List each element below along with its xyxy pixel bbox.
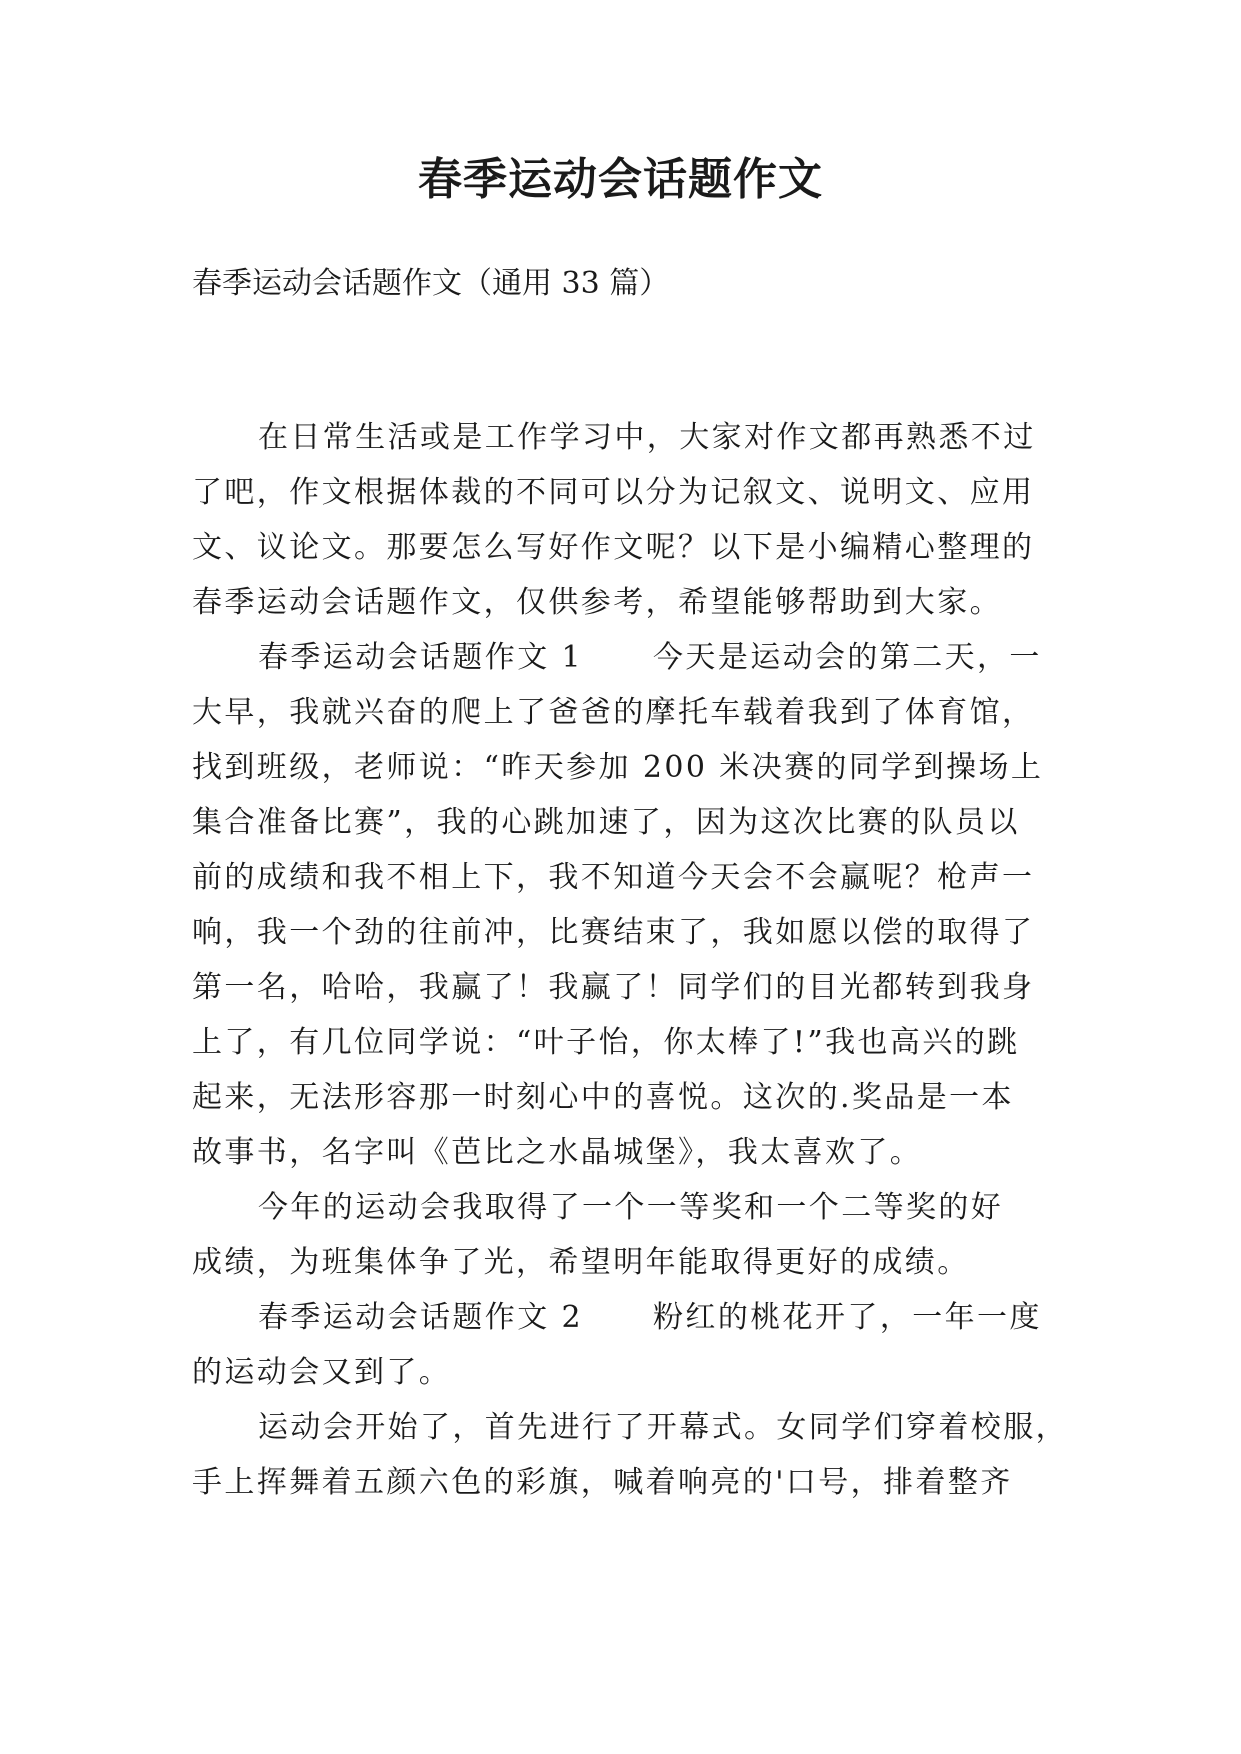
body-line-text: 大早，我就兴奋的爬上了爸爸的摩托车载着我到了体育馆， <box>192 695 1035 730</box>
body-line-text: 今天是运动会的第二天，一 <box>653 640 1042 675</box>
body-line <box>192 1125 1072 1180</box>
body-line <box>192 1180 1072 1235</box>
section-heading: 春季运动会话题作文 1 <box>258 640 584 675</box>
body-line-text: 手上挥舞着五颜六色的彩旗，喊着响亮的'口号，排着整齐 <box>192 1465 1013 1500</box>
body-line-text: 今年的运动会我取得了一个一等奖和一个二等奖的好 <box>258 1190 1004 1225</box>
body-line <box>192 520 1072 575</box>
body-line <box>192 1455 1072 1510</box>
body-line <box>192 685 1072 740</box>
body-line <box>192 1400 1072 1455</box>
body-line-text: 找到班级，老师说：“昨天参加 200 米决赛的同学到操场上 <box>192 750 1044 785</box>
body-line-text: 在日常生活或是工作学习中，大家对作文都再熟悉不过 <box>258 420 1036 455</box>
body-line-text: 上了，有几位同学说：“叶子怡，你太棒了!”我也高兴的跳 <box>192 1025 1020 1060</box>
document-subtitle: 春季运动会话题作文（通用 33 篇） <box>192 266 670 301</box>
body-line <box>192 1345 1072 1400</box>
body-line-text: 起来，无法形容那一时刻心中的喜悦。这次的.奖品是一本 <box>192 1080 1014 1115</box>
body-line <box>192 905 1072 960</box>
body-line-text: 第一名，哈哈，我赢了！我赢了！同学们的目光都转到我身 <box>192 970 1035 1005</box>
body-line <box>192 465 1072 520</box>
body-line-text: 了吧，作文根据体裁的不同可以分为记叙文、说明文、应用 <box>192 475 1035 510</box>
document-title: 春季运动会话题作文 <box>418 154 823 205</box>
body-line <box>192 575 1072 630</box>
body-line-text: 文、议论文。那要怎么写好作文呢？以下是小编精心整理的 <box>192 530 1035 565</box>
body-line-text: 故事书，名字叫《芭比之水晶城堡》，我太喜欢了。 <box>192 1135 923 1170</box>
body-line-text: 春季运动会话题作文，仅供参考，希望能够帮助到大家。 <box>192 585 1002 620</box>
body-line-text: 集合准备比赛”，我的心跳加速了，因为这次比赛的队员以 <box>192 805 1020 840</box>
section-heading: 春季运动会话题作文 2 <box>258 1300 584 1335</box>
body-line <box>192 740 1072 795</box>
body-line <box>192 960 1072 1015</box>
body-line <box>192 410 1072 465</box>
body-line-text: 的运动会又到了。 <box>192 1355 452 1390</box>
body-line-text: 运动会开始了，首先进行了开幕式。女同学们穿着校服， <box>258 1410 1068 1445</box>
body-line <box>192 1290 1072 1345</box>
body-line <box>192 1235 1072 1290</box>
body-line-text: 成绩，为班集体争了光，希望明年能取得更好的成绩。 <box>192 1245 970 1280</box>
body-line <box>192 795 1072 850</box>
body-line <box>192 1070 1072 1125</box>
body-line <box>192 630 1072 685</box>
body-line <box>192 1015 1072 1070</box>
document-body <box>192 410 1072 1510</box>
body-line <box>192 850 1072 905</box>
body-line-text: 前的成绩和我不相上下，我不知道今天会不会赢呢？枪声一 <box>192 860 1035 895</box>
body-line-text: 响，我一个劲的往前冲，比赛结束了，我如愿以偿的取得了 <box>192 915 1035 950</box>
body-line-text: 粉红的桃花开了，一年一度 <box>653 1300 1042 1335</box>
